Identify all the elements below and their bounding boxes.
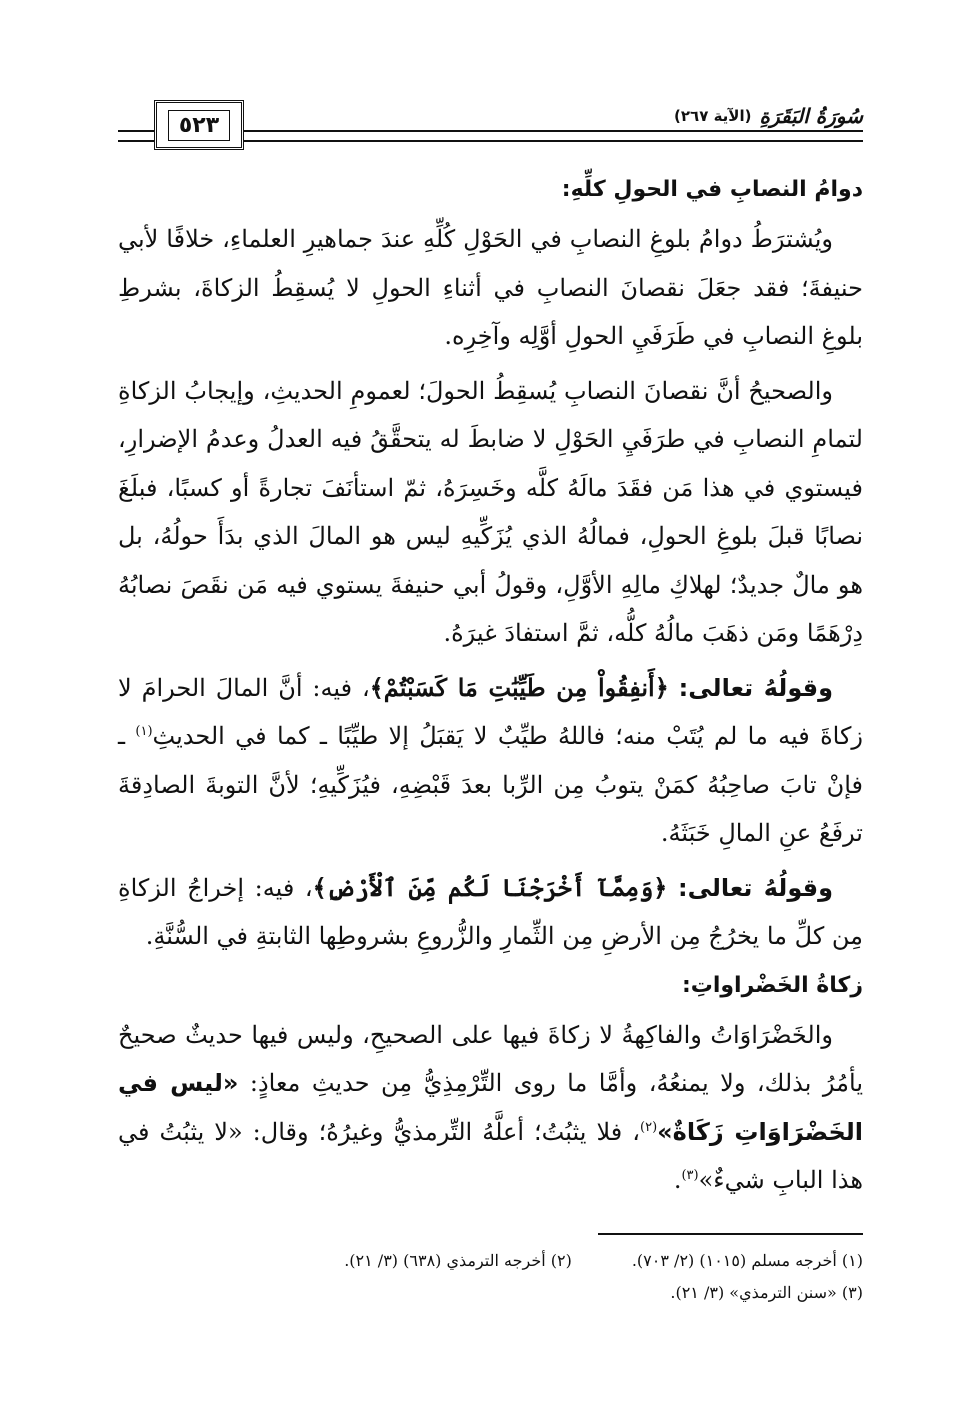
footnote-row [118,1277,863,1309]
paragraph-text: . [673,1166,682,1194]
main-text [118,165,863,1205]
paragraph-text: ، فيه: أنَّ المالَ الحرامَ لا زكاةَ فيه ما لم يُتَبْ منه؛ فاللهُ طيِّبٌ لا يَقبَلُ إلا طيِّبًا ـ كما في الحديثِ [118,673,863,750]
running-title [666,102,863,130]
footnote-separator [598,1233,863,1235]
paragraph: ويُشترَطُ دوامُ بلوغِ النصابِ في الحَوْلِ كُلِّهِ عندَ جماهيرِ العلماءِ، خلافًا لأبي حنيفةَ؛ فقد جعَلَ نقصانَ النصابِ في أثناءِ الحولِ لا يُسقِطُ الزكاةَ، بشرطِ بلوغِ النصابِ في طَرَفَيِ الحولِ أوَّلِه وآخِرِه. [118,225,863,350]
footnote-2: (٢) أخرجه الترمذي (٦٣٨) (٣/ ٢١). [344,1251,572,1270]
verse-paragraph [118,664,863,858]
footnote-marker: (١) [135,724,153,739]
paragraph [118,1011,863,1205]
footnote-marker: (٢) [640,1119,658,1135]
footnote-3: (٣) «سنن الترمذي» (٣/ ٢١). [670,1283,863,1302]
footnote-marker: (٣) [681,1168,699,1183]
section-heading: زكاةُ الخَضْراواتِ: [681,972,863,998]
section-heading: دوامُ النصابِ في الحولِ كلِّهِ: [561,177,863,202]
paragraph-text: ـ فإنْ تابَ صاحِبُهُ كمَنْ يتوبُ مِن الرِّبا بعدَ قَبْضِهِ، فيُزَكِّيهِ؛ لأنَّ التوبةَ الصادِقةَ ترفَعُ عنِ المالِ خَبَثَهُ. [118,722,863,847]
footnotes [118,1245,863,1309]
page-number: ٥٢٣ [168,110,230,141]
quran-quote: ﴿وَمِمَّآ أَخْرَجْنَا لَكُم مِّنَ ٱلْأَرْضِ﴾ [312,872,668,902]
verse-reference: (الآية ٢٦٧) [674,107,752,125]
verse-lead: وقولُهُ تعالى: [677,873,834,902]
hadith-quote: «ليس في الخَضْرَاوَاتِ زَكَاةٌ» [118,1069,863,1146]
paragraph-text: ، فيه: إخراجُ الزكاةِ مِن كلِّ ما يخرُجُ مِن الأرضِ مِن الثِّمارِ والزُّروعِ بشروطِها الثابتةِ في السُّنَّةِ. [118,873,863,950]
quran-quote: ﴿أَنفِقُواْ مِن طَيِّبَٰتِ مَا كَسَبْتُمْ﴾ [369,672,669,702]
paragraph: والصحيحُ أنَّ نقصانَ النصابِ يُسقِطُ الحولَ؛ لعمومِ الحديثِ، وإيجابُ الزكاةِ لتمامِ النصابِ في طرَفَيِ الحَوْلِ لا ضابطَ له يتحقَّقُ فيه العدلُ وعدمُ الإضرارِ، فيستوي في هذا مَن فقَدَ مالَهُ كلَّه وخَسِرَهُ، ثمّ استأنَفَ تجارةً أو كسبًا، فبلَغَ نصابًا قبلَ بلوغِ الحولِ، فمالُهُ الذي يُزَكِّيهِ ليس هو المالَ الذي بدَأَ حولُهُ، بل هو مالٌ جديدٌ؛ لهلاكِ مالِهِ الأوَّلِ، وقولُ أبي حنيفةَ يستوي فيه مَن نقَصَ نصابُهُ دِرْهَمًا ومَن ذهَبَ مالُهُ كلُّه، ثمَّ استفادَ غيرَهُ. [118,376,863,647]
verse-paragraph [118,864,863,961]
page-header [118,100,863,150]
verse-lead: وقولُهُ تعالى: [678,673,833,702]
page-number-box [154,100,244,150]
footnote-row [118,1245,863,1277]
header-rule-left [118,130,154,142]
header-rule-right [244,130,863,142]
paragraph-text: ، فلا يثبُتُ؛ أعلَّهُ التِّرمذيُّ وغيرُهُ؛ وقال: «لا يثبُتُ في هذا البابِ شيءٌ» [118,1117,863,1194]
paragraph-text: والخَضْرَاوَاتُ والفاكِهةُ لا زكاةَ فيها على الصحيحِ، وليس فيها حديثٌ صحيحٌ يأمُرُ بذلك، ولا يمنعُهُ، وأمَّا ما روى التِّرْمِذِيُّ مِن حديثِ معاذٍ: [118,1020,863,1097]
surah-name: سُورَةُ البَقَرَةِ [759,104,863,128]
footnote-1: (١) أخرجه مسلم (١٠١٥) (٢/ ٧٠٣). [631,1251,863,1270]
